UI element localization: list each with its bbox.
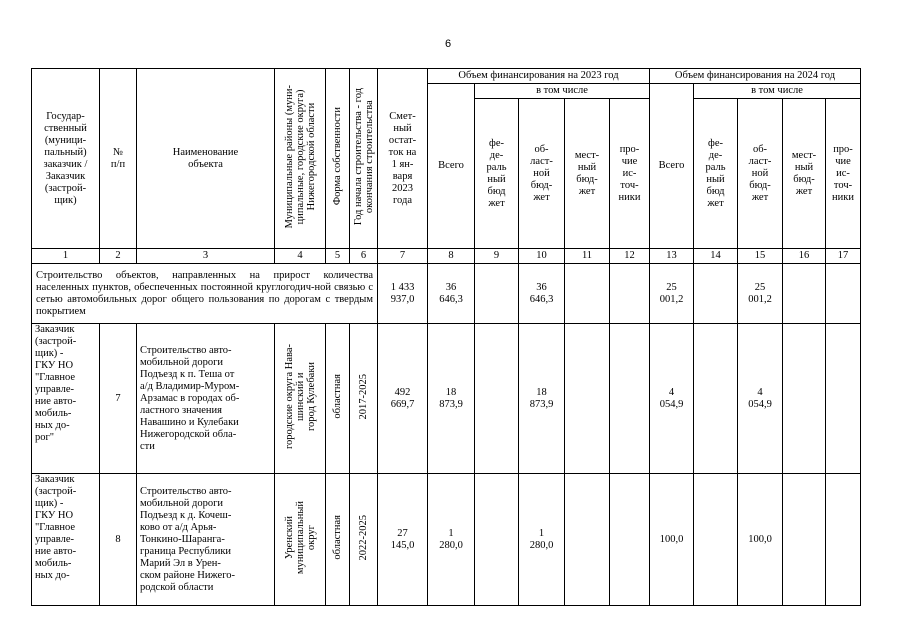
row-district: Уренский муниципальный округ [275, 474, 326, 606]
col-number: 9 [475, 249, 519, 264]
header-incl-2023: в том числе [475, 84, 650, 99]
col-number: 6 [350, 249, 378, 264]
row-years: 2022-2025 [350, 474, 378, 606]
page-number: 6 [445, 38, 452, 50]
col-number: 2 [100, 249, 137, 264]
row-district: городские округа Нава- шинский и город Кулебаки [275, 324, 326, 474]
row-local-2023 [565, 324, 610, 474]
header-local-2023: мест- ный бюд- жет [565, 99, 610, 249]
row-ownership: областная [326, 474, 350, 606]
row-federal-2024 [694, 474, 738, 606]
financing-table [31, 68, 861, 606]
row-total-2024: 4 054,9 [650, 324, 694, 474]
section-estimate: 1 433 937,0 [378, 264, 428, 324]
header-regional-2023: об- ласт- ной бюд- жет [519, 99, 565, 249]
header-districts: Муниципальные районы (муни- ципальные, городские округа) Нижегородской области [275, 69, 326, 249]
col-number: 14 [694, 249, 738, 264]
col-number: 11 [565, 249, 610, 264]
row-estimate: 492 669,7 [378, 324, 428, 474]
section-row [32, 264, 861, 324]
col-number: 4 [275, 249, 326, 264]
row-total-2023: 1 280,0 [428, 474, 475, 606]
section-other-2024 [826, 264, 861, 324]
header-incl-2024: в том числе [694, 84, 861, 99]
header-federal-2023: фе- де- раль ный бюд жет [475, 99, 519, 249]
col-number: 7 [378, 249, 428, 264]
header-fin2023: Объем финансирования на 2023 год [428, 69, 650, 84]
row-num: 7 [100, 324, 137, 474]
row-years: 2017-2025 [350, 324, 378, 474]
row-federal-2023 [475, 474, 519, 606]
row-local-2024 [783, 324, 826, 474]
header-fin2024: Объем финансирования на 2024 год [650, 69, 861, 84]
header-regional-2024: об- ласт- ной бюд- жет [738, 99, 783, 249]
header-years: Год начала строительства - год окончания строительства [350, 69, 378, 249]
col-number: 13 [650, 249, 694, 264]
row-object-name: Строительство авто- мобильной дороги Подъезд к д. Кочеш- ково от а/д Арья- Тонкино-Шаранга- граница Республики Марий Эл в Урен- ском районе Нижего- родской области [137, 474, 275, 606]
section-title: Строительство объектов, направленных на прирост количества населенных пунктов, обеспеченных постоянной круглогодич-ной связью с сетью автомобильных дорог общего пользования по дорогам с твердым покрытием [32, 264, 378, 324]
row-estimate: 27 145,0 [378, 474, 428, 606]
header-ownership: Форма собственности [326, 69, 350, 249]
section-other-2023 [610, 264, 650, 324]
header-estimate: Смет- ный остат- ток на 1 ян- варя 2023 года [378, 69, 428, 249]
col-number: 8 [428, 249, 475, 264]
row-federal-2024 [694, 324, 738, 474]
row-total-2023: 18 873,9 [428, 324, 475, 474]
row-customer: Заказчик (застрой- щик) - ГКУ НО "Главное управле- ние авто- мобиль- ных до- [32, 474, 100, 606]
section-total-2023: 36 646,3 [428, 264, 475, 324]
header-federal-2024: фе- де- раль ный бюд жет [694, 99, 738, 249]
row-regional-2023: 18 873,9 [519, 324, 565, 474]
row-other-2024 [826, 474, 861, 606]
row-local-2024 [783, 474, 826, 606]
col-number: 16 [783, 249, 826, 264]
section-regional-2024: 25 001,2 [738, 264, 783, 324]
header-object-name: Наименование объекта [137, 69, 275, 249]
row-federal-2023 [475, 324, 519, 474]
col-number: 5 [326, 249, 350, 264]
row-local-2023 [565, 474, 610, 606]
col-number: 3 [137, 249, 275, 264]
row-other-2023 [610, 324, 650, 474]
section-federal-2024 [694, 264, 738, 324]
row-other-2024 [826, 324, 861, 474]
table-row [32, 474, 861, 606]
header-total-2023: Всего [428, 84, 475, 249]
row-regional-2024: 100,0 [738, 474, 783, 606]
row-num: 8 [100, 474, 137, 606]
col-number: 17 [826, 249, 861, 264]
header-total-2024: Всего [650, 84, 694, 249]
section-federal-2023 [475, 264, 519, 324]
section-local-2024 [783, 264, 826, 324]
header-customer: Государ- ственный (муници- пальный) заказчик / Заказчик (застрой- щик) [32, 69, 100, 249]
row-customer: Заказчик (застрой- щик) - ГКУ НО "Главное управле- ние авто- мобиль- ных до- рог" [32, 324, 100, 474]
header-other-2024: про- чие ис- точ- ники [826, 99, 861, 249]
row-object-name: Строительство авто- мобильной дороги Подъезд к п. Теша от а/д Владимир-Муром- Арзамас в городах об- ластного значения Навашино и Кулебаки Нижегородской обла- сти [137, 324, 275, 474]
header-num: № п/п [100, 69, 137, 249]
row-other-2023 [610, 474, 650, 606]
table-row [32, 324, 861, 474]
section-regional-2023: 36 646,3 [519, 264, 565, 324]
section-total-2024: 25 001,2 [650, 264, 694, 324]
row-total-2024: 100,0 [650, 474, 694, 606]
col-number: 12 [610, 249, 650, 264]
section-local-2023 [565, 264, 610, 324]
header-local-2024: мест- ный бюд- жет [783, 99, 826, 249]
col-number: 15 [738, 249, 783, 264]
row-regional-2024: 4 054,9 [738, 324, 783, 474]
row-regional-2023: 1 280,0 [519, 474, 565, 606]
row-ownership: областная [326, 324, 350, 474]
col-number: 10 [519, 249, 565, 264]
col-number: 1 [32, 249, 100, 264]
header-other-2023: про- чие ис- точ- ники [610, 99, 650, 249]
